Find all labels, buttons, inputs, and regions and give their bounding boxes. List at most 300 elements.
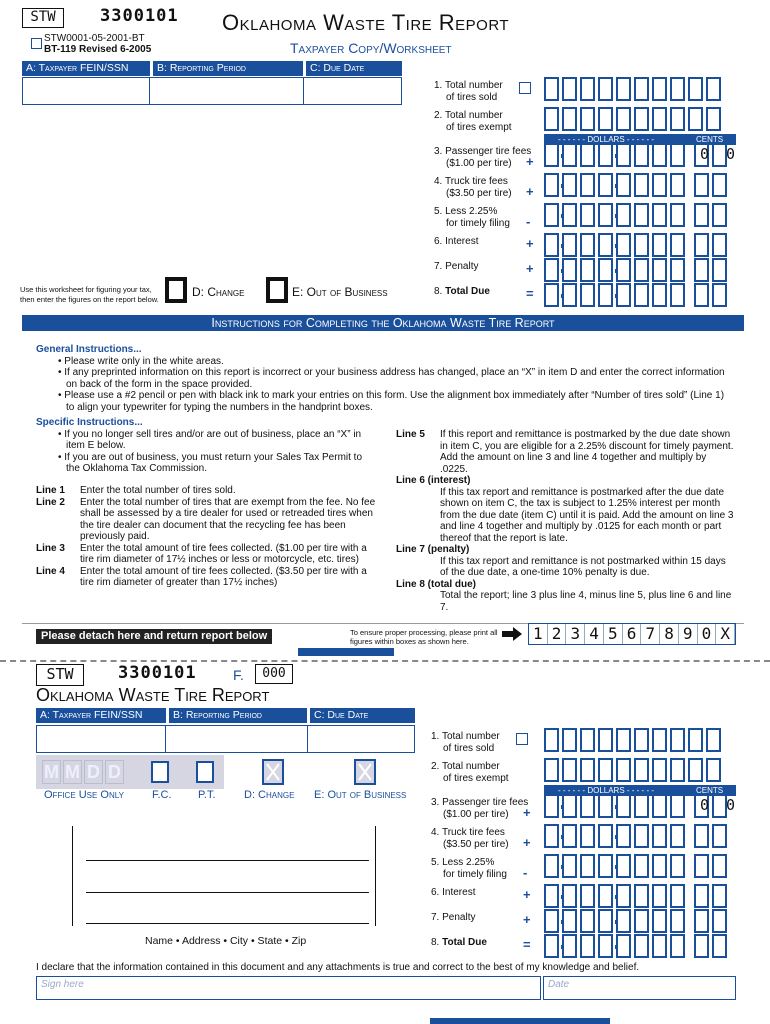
detach-label: Please detach here and return report below — [36, 629, 272, 644]
period-field-bottom[interactable] — [166, 726, 307, 752]
digit-box[interactable] — [670, 824, 685, 848]
digit-box[interactable] — [694, 203, 709, 227]
sample-digit: 5 — [604, 624, 623, 644]
digit-box[interactable] — [616, 794, 631, 818]
col-b-header-bottom: B: Reporting Period — [169, 708, 307, 723]
digit-box[interactable] — [580, 934, 595, 958]
digit-box[interactable] — [616, 909, 631, 933]
digit-box[interactable] — [670, 758, 685, 782]
digit-box[interactable] — [580, 824, 595, 848]
line5-key: Line 5 — [396, 429, 425, 440]
line-4-entry-bottom[interactable] — [544, 824, 727, 848]
e-out-checkbox-bottom[interactable] — [354, 759, 376, 785]
digit-box[interactable] — [634, 283, 649, 307]
digit-box[interactable] — [580, 258, 595, 282]
line6-key: Line 6 (interest) — [396, 475, 471, 486]
digit-box[interactable] — [634, 728, 649, 752]
digit-box[interactable] — [598, 854, 613, 878]
digit-box[interactable] — [706, 728, 721, 752]
x-mark-icon — [356, 761, 374, 783]
line-5-label-bottom: 5. Less 2.25% for timely filing — [431, 857, 507, 880]
digit-box[interactable] — [562, 934, 577, 958]
digit-box[interactable] — [544, 143, 559, 167]
general-item: • If any preprinted information on this report is incorrect or your business address has changed, place an “X” in item D and enter the correct information on back of the form in the space provided. — [58, 367, 725, 390]
digit-box[interactable] — [652, 258, 667, 282]
arrow-right-icon — [502, 627, 522, 641]
digit-box[interactable] — [634, 854, 649, 878]
d-change-label: D: Change — [192, 285, 245, 299]
date-placeholder: Date — [548, 979, 570, 990]
worksheet-note: Use this worksheet for figuring your tax, then enter the figures on the report below. — [20, 285, 159, 304]
specific-item: • If you are out of business, you must return your Sales Tax Permit to the Oklahoma Tax Commission. — [58, 451, 363, 474]
digit-box[interactable] — [562, 758, 577, 782]
digit-box[interactable] — [598, 794, 613, 818]
digit-box[interactable] — [712, 909, 727, 933]
right-line-instructions — [396, 429, 736, 613]
specific-title: Specific Instructions... — [36, 417, 143, 428]
digit-box[interactable] — [562, 173, 577, 197]
handprint-sample — [528, 623, 736, 645]
pt-checkbox — [196, 761, 214, 783]
d-change-label-bottom: D: Change — [244, 789, 295, 801]
digit-box[interactable] — [616, 758, 631, 782]
line-8-sign-bottom: = — [523, 937, 531, 952]
digit-box[interactable] — [634, 173, 649, 197]
digit-box[interactable] — [598, 934, 613, 958]
digit-box[interactable] — [652, 203, 667, 227]
digit-box[interactable] — [616, 143, 631, 167]
digit-box[interactable] — [712, 258, 727, 282]
digit-box[interactable] — [544, 203, 559, 227]
digit-box[interactable] — [688, 77, 703, 101]
digit-box[interactable] — [652, 824, 667, 848]
digit-box[interactable] — [580, 728, 595, 752]
f-value: 000 — [255, 664, 293, 684]
digit-box[interactable] — [598, 824, 613, 848]
sample-digit: 8 — [660, 624, 679, 644]
mmdd-box: D — [84, 760, 103, 784]
line-8-entry[interactable] — [544, 283, 727, 307]
sample-digit: 9 — [679, 624, 698, 644]
top-field-row — [22, 77, 402, 105]
digit-box[interactable] — [670, 934, 685, 958]
line-5-sign: - — [526, 214, 531, 229]
stw-box-bottom: STW — [36, 664, 84, 686]
digit-box[interactable] — [634, 758, 649, 782]
line-instruction: Line 3 Enter the total amount of tire fees collected. ($1.00 per tire with a tire rim diameter of 17½ inches or less or motorcycle, etc. tires) — [36, 542, 367, 565]
digit-box[interactable] — [598, 258, 613, 282]
line-5-entry-bottom[interactable] — [544, 854, 727, 878]
digit-box[interactable] — [652, 909, 667, 933]
e-out-label-bottom: E: Out of Business — [314, 789, 407, 801]
col-a-header-bottom: A: Taxpayer FEIN/SSN — [36, 708, 166, 723]
digit-box[interactable] — [544, 258, 559, 282]
left-line-instructions — [36, 485, 376, 589]
line-4-label: 4. Truck tire fees ($3.50 per tire) — [434, 176, 512, 199]
digit-box[interactable] — [580, 283, 595, 307]
line-3-label-bottom: 3. Passenger tire fees ($1.00 per tire) — [431, 797, 529, 820]
digit-box[interactable] — [616, 283, 631, 307]
line5-text: If this report and remittance is postmarked by the due date shown in item C, you are eligible for a 2.25% discount for timely payment. Add the amount on line 3 and line 4 together and multiply by .0225. — [440, 429, 734, 475]
line-6-label-bottom: 6. Interest — [431, 887, 476, 898]
col-c-header-bottom: C: Due Date — [310, 708, 415, 723]
sample-digit: 4 — [585, 624, 604, 644]
money-header — [544, 134, 736, 145]
alignment-box-bottom[interactable] — [516, 733, 528, 745]
general-item: • Please write only in the white areas. — [58, 355, 224, 367]
digit-box[interactable] — [562, 77, 577, 101]
digit-box[interactable] — [688, 758, 703, 782]
digit-box[interactable] — [544, 934, 559, 958]
digit-box[interactable] — [580, 758, 595, 782]
stw-box: STW — [22, 8, 64, 28]
digit-box[interactable] — [616, 934, 631, 958]
digit-box[interactable] — [544, 233, 559, 257]
digit-box[interactable] — [562, 884, 577, 908]
digit-box[interactable] — [652, 233, 667, 257]
digit-box[interactable] — [562, 107, 577, 131]
line-2-entry-bottom[interactable] — [544, 758, 721, 782]
due-date-field[interactable] — [304, 78, 401, 104]
line7-key: Line 7 (penalty) — [396, 544, 470, 555]
period-field[interactable] — [150, 78, 303, 104]
col-c-header: C: Due Date — [306, 61, 402, 76]
line-5-sign-bottom: - — [523, 865, 528, 880]
digit-box[interactable] — [712, 233, 727, 257]
line8-key: Line 8 (total due) — [396, 578, 476, 590]
form-code-bottom: 3300101 — [118, 663, 197, 683]
sample-digit: 0 — [698, 624, 717, 644]
digit-box[interactable] — [670, 203, 685, 227]
digit-box[interactable] — [652, 283, 667, 307]
line-4-entry[interactable] — [544, 173, 727, 197]
line-7-label: 7. Penalty — [434, 261, 479, 272]
digit-box[interactable] — [598, 77, 613, 101]
digit-box[interactable] — [544, 283, 559, 307]
sample-digit: 2 — [548, 624, 567, 644]
digit-box[interactable] — [580, 143, 595, 167]
specific-instructions — [36, 417, 376, 475]
line-8-label-bottom: 8. Total Due — [431, 937, 487, 948]
digit-box[interactable] — [670, 728, 685, 752]
detach-note: To ensure proper processing, please print all figures within boxes as shown here. — [350, 628, 498, 646]
digit-box[interactable] — [616, 107, 631, 131]
digit-box[interactable] — [616, 728, 631, 752]
digit-box[interactable] — [694, 884, 709, 908]
digit-box[interactable] — [634, 258, 649, 282]
digit-box[interactable] — [670, 173, 685, 197]
digit-box[interactable] — [562, 824, 577, 848]
digit-box[interactable] — [616, 854, 631, 878]
digit-box[interactable] — [670, 258, 685, 282]
bottom-title: Oklahoma Waste Tire Report — [36, 685, 270, 705]
digit-box[interactable] — [562, 283, 577, 307]
fein-field-bottom[interactable] — [37, 726, 166, 752]
mmdd-boxes — [42, 760, 124, 784]
line-7-entry[interactable] — [544, 258, 727, 282]
line-7-entry-bottom[interactable] — [544, 909, 727, 933]
digit-box[interactable] — [580, 854, 595, 878]
digit-box[interactable] — [562, 258, 577, 282]
digit-box[interactable] — [706, 77, 721, 101]
digit-box[interactable] — [670, 794, 685, 818]
line-3-sign: + — [526, 154, 534, 169]
digit-box[interactable] — [694, 909, 709, 933]
digit-box[interactable] — [706, 107, 721, 131]
digit-box[interactable] — [670, 283, 685, 307]
sample-digit: 3 — [566, 624, 585, 644]
digit-box[interactable] — [706, 758, 721, 782]
general-title: General Instructions... — [36, 344, 142, 355]
page-subtitle: Taxpayer Copy/Worksheet — [290, 40, 452, 56]
digit-box[interactable] — [712, 173, 727, 197]
line8-text: Total the report; line 3 plus line 4, minus line 5, plus line 6 and line 7. — [440, 590, 732, 613]
cents-label: CENTS — [696, 135, 724, 144]
x-mark-icon — [264, 761, 282, 783]
digit-box[interactable] — [580, 794, 595, 818]
digit-box[interactable] — [634, 143, 649, 167]
digit-box[interactable] — [634, 107, 649, 131]
digit-box[interactable] — [670, 909, 685, 933]
fc-checkbox — [151, 761, 169, 783]
digit-box[interactable] — [670, 143, 685, 167]
digit-box[interactable] — [598, 758, 613, 782]
address-bracket — [72, 826, 376, 926]
digit-box[interactable] — [544, 884, 559, 908]
digit-box[interactable] — [634, 794, 649, 818]
sample-digit: 6 — [623, 624, 642, 644]
digit-box[interactable] — [652, 173, 667, 197]
pt-label: P.T. — [198, 789, 216, 801]
digit-box[interactable] — [598, 233, 613, 257]
digit-box[interactable] — [652, 884, 667, 908]
office-use-label: Office Use Only — [44, 789, 124, 801]
digit-box[interactable] — [598, 283, 613, 307]
digit-box[interactable] — [694, 258, 709, 282]
date-field[interactable] — [543, 976, 736, 1000]
digit-box[interactable] — [694, 824, 709, 848]
digit-box[interactable] — [616, 258, 631, 282]
digit-box[interactable] — [580, 233, 595, 257]
dollars-label-bottom: - - - - - - DOLLARS - - - - - - — [558, 786, 654, 795]
digit-box[interactable] — [634, 77, 649, 101]
digit-box[interactable] — [670, 107, 685, 131]
line-6-entry[interactable] — [544, 233, 727, 257]
digit-box[interactable] — [580, 77, 595, 101]
digit-box[interactable] — [634, 884, 649, 908]
line-5-label: 5. Less 2.25% for timely filing — [434, 206, 510, 229]
sample-digit: 1 — [529, 624, 548, 644]
digit-box[interactable] — [652, 143, 667, 167]
line7-text: If this tax report and remittance is not postmarked within 15 days of the due date, a one-time 10% penalty is due. — [440, 555, 726, 578]
digit-box[interactable] — [634, 824, 649, 848]
due-date-field-bottom[interactable] — [308, 726, 414, 752]
line-4-label-bottom: 4. Truck tire fees ($3.50 per tire) — [431, 827, 509, 850]
digit-box[interactable] — [616, 884, 631, 908]
digit-box[interactable] — [652, 934, 667, 958]
digit-box[interactable] — [694, 233, 709, 257]
digit-box[interactable] — [694, 934, 709, 958]
e-out-label: E: Out of Business — [292, 285, 388, 299]
declaration: I declare that the information contained in this document and any attachments is true and correct to the best of my knowledge and belief. — [36, 962, 640, 973]
digit-box[interactable] — [562, 203, 577, 227]
form-code: 3300101 — [100, 6, 179, 26]
line-6-sign-bottom: + — [523, 887, 531, 902]
digit-box[interactable] — [544, 794, 559, 818]
digit-box[interactable] — [712, 824, 727, 848]
address-caption: Name • Address • City • State • Zip — [145, 935, 307, 947]
digit-box[interactable] — [712, 283, 727, 307]
general-instructions — [36, 344, 726, 413]
digit-box[interactable] — [544, 854, 559, 878]
digit-box[interactable] — [544, 107, 559, 131]
digit-box[interactable] — [616, 233, 631, 257]
sample-digit: 7 — [641, 624, 660, 644]
line-7-label-bottom: 7. Penalty — [431, 912, 476, 923]
d-change-checkbox[interactable] — [165, 277, 187, 303]
blue-tab-mid — [298, 648, 394, 656]
digit-box[interactable] — [562, 728, 577, 752]
digit-box[interactable] — [544, 824, 559, 848]
digit-box[interactable] — [688, 728, 703, 752]
line-3-sign-bottom: + — [523, 805, 531, 820]
digit-box[interactable] — [712, 203, 727, 227]
sample-digit: X — [716, 624, 735, 644]
digit-box[interactable] — [634, 203, 649, 227]
e-out-checkbox[interactable] — [266, 277, 288, 303]
digit-box[interactable] — [580, 173, 595, 197]
form-id: STW0001-05-2001-BT — [44, 33, 145, 44]
digit-box[interactable] — [670, 233, 685, 257]
digit-box[interactable] — [616, 77, 631, 101]
digit-box[interactable] — [544, 173, 559, 197]
cut-line — [0, 660, 770, 662]
digit-box[interactable] — [598, 884, 613, 908]
digit-box[interactable] — [616, 173, 631, 197]
alignment-box[interactable] — [519, 82, 531, 94]
line-8-entry-bottom[interactable] — [544, 934, 727, 958]
bt-revision: BT-119 Revised 6-2005 — [44, 44, 152, 55]
digit-box[interactable] — [694, 173, 709, 197]
line-1-label-bottom: 1. Total number of tires sold — [431, 731, 500, 754]
digit-box[interactable] — [670, 77, 685, 101]
line-3-label: 3. Passenger tire fees ($1.00 per tire) — [434, 146, 532, 169]
instructions-heading: Instructions for Completing the Oklahoma Waste Tire Report — [22, 315, 744, 331]
digit-box[interactable] — [694, 854, 709, 878]
digit-box[interactable] — [652, 728, 667, 752]
cents-prefill: 0 0 — [700, 145, 740, 163]
line-2-entry[interactable] — [544, 107, 721, 131]
dollars-label: - - - - - - DOLLARS - - - - - - — [558, 135, 654, 144]
digit-box[interactable] — [652, 77, 667, 101]
money-header-bottom — [544, 785, 736, 796]
digit-box[interactable] — [562, 854, 577, 878]
f-label: F. — [233, 667, 244, 683]
bottom-field-row — [36, 725, 415, 753]
mmdd-box: D — [105, 760, 124, 784]
d-change-checkbox-bottom[interactable] — [262, 759, 284, 785]
digit-box[interactable] — [634, 909, 649, 933]
digit-box[interactable] — [580, 884, 595, 908]
digit-box[interactable] — [670, 854, 685, 878]
digit-box[interactable] — [616, 203, 631, 227]
digit-box[interactable] — [652, 758, 667, 782]
line-1-entry-bottom[interactable] — [544, 728, 721, 752]
digit-box[interactable] — [688, 107, 703, 131]
line-8-sign: = — [526, 286, 534, 301]
col-a-header: A: Taxpayer FEIN/SSN — [22, 61, 150, 76]
digit-box[interactable] — [580, 909, 595, 933]
line-1-entry[interactable] — [544, 77, 721, 101]
line-1-label: 1. Total number of tires sold — [434, 80, 503, 103]
col-b-header: B: Reporting Period — [153, 61, 303, 76]
digit-box[interactable] — [712, 884, 727, 908]
digit-box[interactable] — [544, 77, 559, 101]
digit-box[interactable] — [598, 143, 613, 167]
general-item: • Please use a #2 pencil or pen with black ink to mark your entries on this form. Use the alignment box immediately after “Number of tires sold” (Line 1) to align your typewriter for typing the numbers in the handprint boxes. — [58, 390, 725, 413]
digit-box[interactable] — [652, 854, 667, 878]
digit-box[interactable] — [562, 233, 577, 257]
digit-box[interactable] — [544, 758, 559, 782]
digit-box[interactable] — [544, 728, 559, 752]
line-6-entry-bottom[interactable] — [544, 884, 727, 908]
line-7-sign: + — [526, 261, 534, 276]
digit-box[interactable] — [652, 794, 667, 818]
digit-box[interactable] — [652, 107, 667, 131]
line-2-label: 2. Total number of tires exempt — [434, 110, 512, 133]
mmdd-box: M — [44, 762, 59, 782]
digit-box[interactable] — [562, 794, 577, 818]
cents-prefill-bottom: 0 0 — [700, 796, 740, 814]
digit-box[interactable] — [712, 934, 727, 958]
blue-tab-bottom — [430, 1018, 610, 1024]
digit-box[interactable] — [598, 173, 613, 197]
line-4-sign: + — [526, 184, 534, 199]
alignment-checkbox[interactable] — [31, 38, 42, 49]
page-title: Oklahoma Waste Tire Report — [222, 10, 510, 35]
line-8-label: 8. Total Due — [434, 286, 490, 297]
digit-box[interactable] — [580, 203, 595, 227]
line-6-sign: + — [526, 236, 534, 251]
digit-box[interactable] — [580, 107, 595, 131]
digit-box[interactable] — [598, 107, 613, 131]
line-instruction: Line 2 Enter the total number of tires that are exempt from the fee. No fee shall be assessed by a tire dealer for used or retreaded tires when the tire dealer can document that the recycling fee has been previously paid. — [36, 496, 376, 542]
digit-box[interactable] — [634, 233, 649, 257]
cents-label-bottom: CENTS — [696, 786, 724, 795]
fein-field[interactable] — [23, 78, 150, 104]
line-6-label: 6. Interest — [434, 236, 479, 247]
digit-box[interactable] — [634, 934, 649, 958]
digit-box[interactable] — [562, 143, 577, 167]
digit-box[interactable] — [670, 884, 685, 908]
line6-text: If this tax report and remittance is postmarked after the due date shown on item C, the tax is subject to 1.25% interest per month from the due date (item C) until it is paid. Add the amount on line 3 and line 4 together and multiply by .0125 for each month or part thereof that the report is late. — [440, 486, 734, 544]
line-instruction: Line 4 Enter the total amount of tire fees collected. ($3.50 per tire with a tire rim diameter of greater than 17½ inches) — [36, 565, 367, 588]
specific-item: • If you no longer sell tires and/or are out of business, place an “X” in item E below. — [58, 428, 362, 451]
digit-box[interactable] — [712, 854, 727, 878]
line-5-entry[interactable] — [544, 203, 727, 227]
digit-box[interactable] — [694, 283, 709, 307]
mmdd-box: M — [65, 762, 80, 782]
signature-field[interactable] — [36, 976, 541, 1000]
line-7-sign-bottom: + — [523, 912, 531, 927]
line-2-label-bottom: 2. Total number of tires exempt — [431, 761, 509, 784]
digit-box[interactable] — [598, 909, 613, 933]
digit-box[interactable] — [562, 909, 577, 933]
digit-box[interactable] — [598, 203, 613, 227]
digit-box[interactable] — [598, 728, 613, 752]
digit-box[interactable] — [616, 824, 631, 848]
digit-box[interactable] — [544, 909, 559, 933]
